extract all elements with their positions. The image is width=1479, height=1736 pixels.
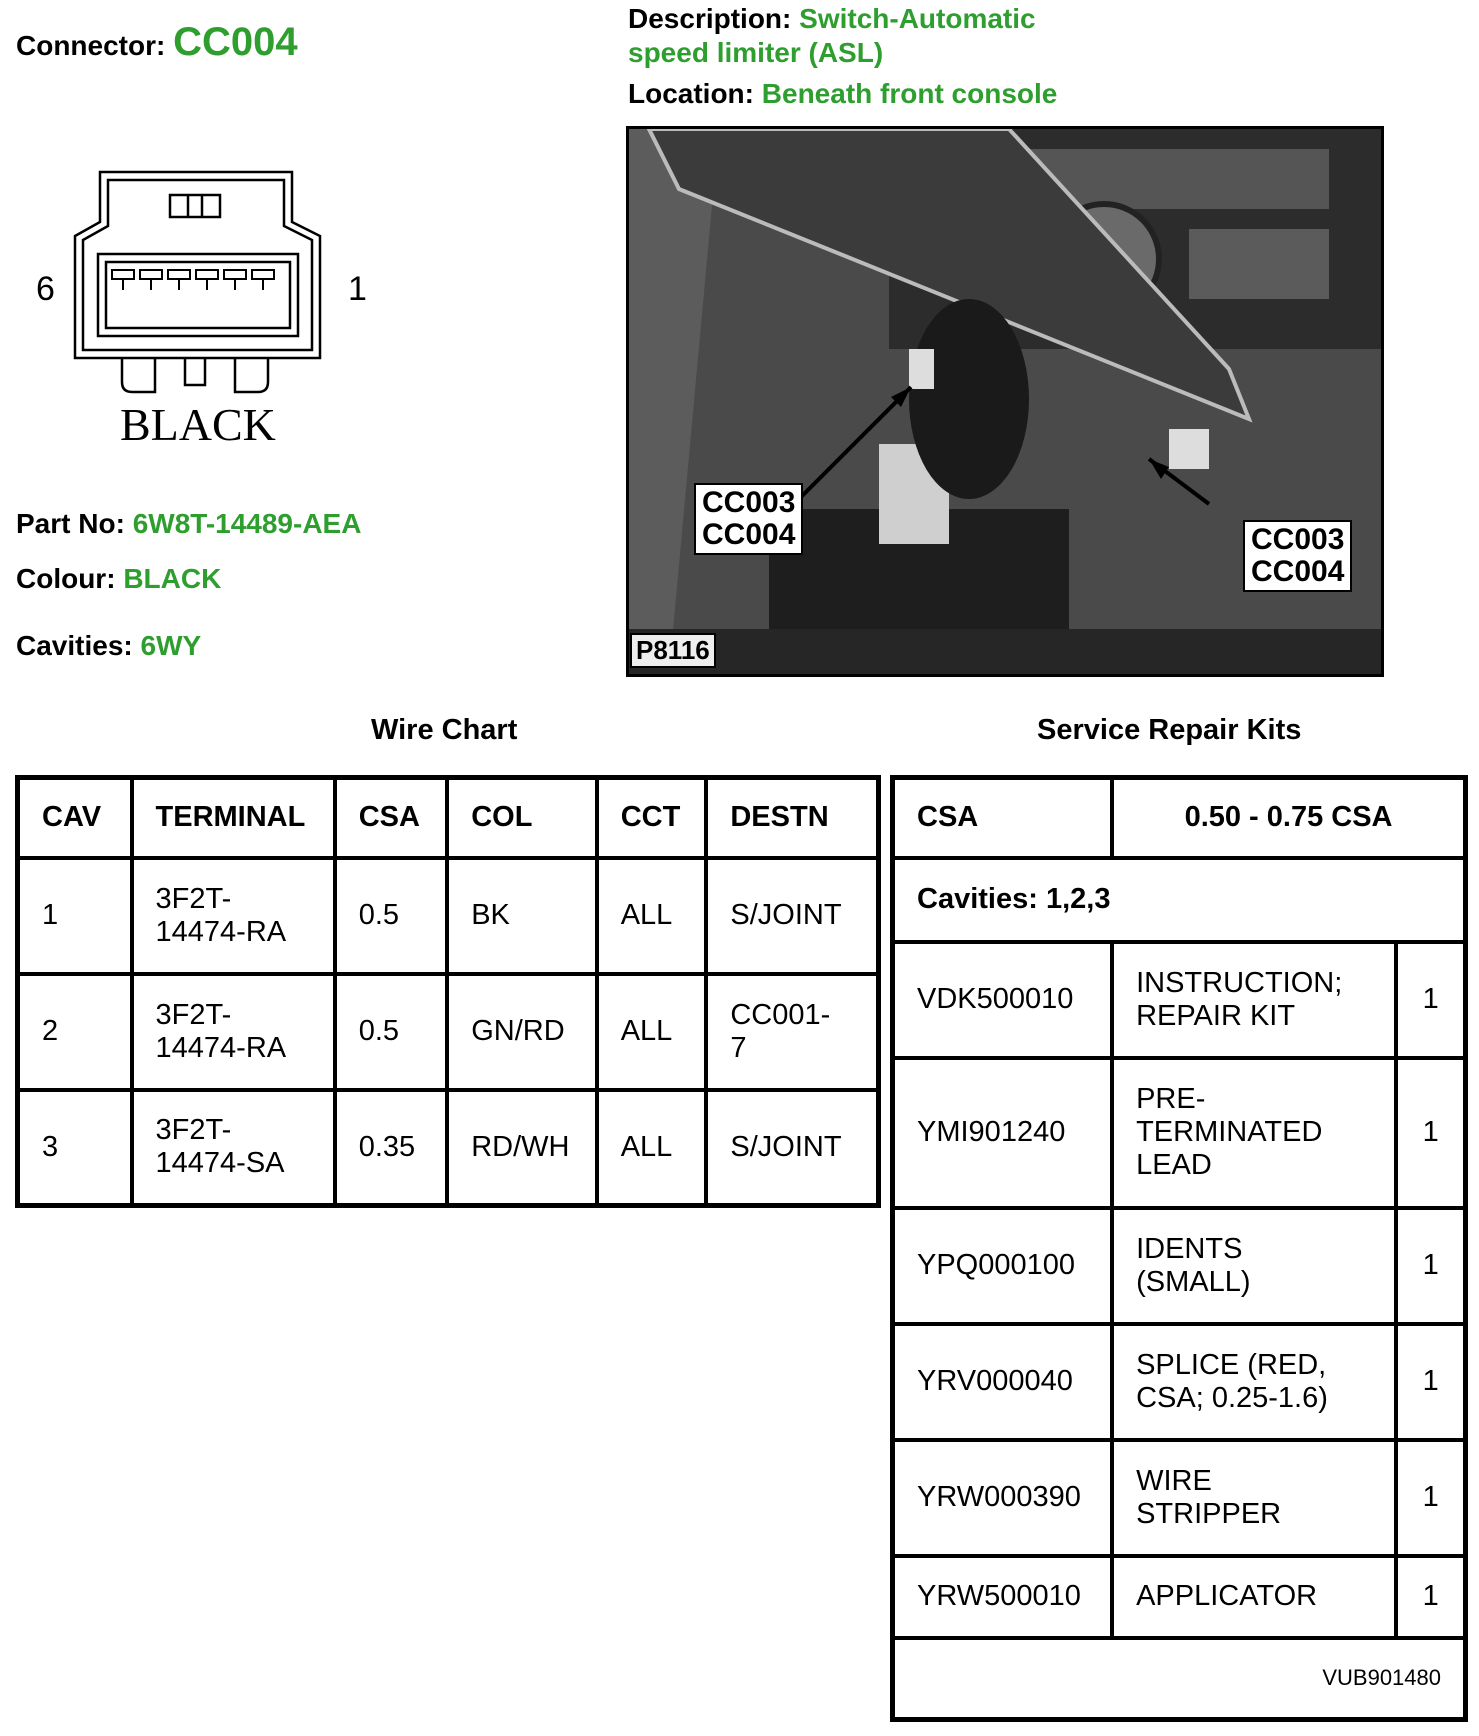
list-item: [893, 1324, 1466, 1440]
wire-chart-table: [15, 775, 881, 1208]
description-value-1: Switch-Automatic: [799, 3, 1036, 34]
kit-description: [1112, 1440, 1396, 1556]
cav-cell: 1: [18, 858, 132, 974]
cavities-label: Cavities:: [16, 630, 133, 661]
cct-cell: ALL: [597, 1090, 707, 1206]
header-csa: CSA: [335, 778, 448, 858]
connector-label: Connector:: [16, 30, 166, 61]
photo-callout-left: [694, 483, 803, 555]
colour-value: BLACK: [123, 563, 222, 594]
kit-desc-line-2: CSA; 0.25-1.6): [1136, 1381, 1328, 1414]
kit-qty: 1: [1396, 1058, 1465, 1208]
cct-cell: ALL: [597, 858, 707, 974]
col-cell: GN/RD: [447, 974, 597, 1090]
kit-desc-line-2: (SMALL): [1136, 1265, 1251, 1298]
kit-qty: 1: [1396, 1556, 1465, 1638]
terminal-cell: [132, 974, 335, 1090]
col-cell: RD/WH: [447, 1090, 597, 1206]
kit-code: YRW500010: [893, 1556, 1113, 1638]
callout-left-line-2: CC004: [702, 518, 796, 551]
terminal-line-2: 14474-RA: [155, 1031, 287, 1064]
wire-chart-header-row: [18, 778, 879, 858]
cav-cell: 3: [18, 1090, 132, 1206]
kit-footer-code: VUB901480: [893, 1638, 1466, 1720]
location-label: Location:: [628, 78, 754, 109]
destn-line-1: S/JOINT: [730, 899, 842, 931]
kit-description: [1112, 1208, 1396, 1324]
location-photo: [626, 126, 1384, 677]
kit-desc-line-1: PRE-: [1136, 1083, 1206, 1115]
terminal-line-2: 14474-SA: [155, 1147, 285, 1180]
kit-desc-line-2: STRIPPER: [1136, 1497, 1282, 1530]
callout-right-line-2: CC004: [1251, 555, 1345, 588]
table-row: [18, 974, 879, 1090]
header-terminal: TERMINAL: [132, 778, 335, 858]
kit-desc-line-1: INSTRUCTION;: [1136, 966, 1343, 999]
terminal-line-2: 14474-RA: [155, 915, 287, 948]
cavities-row: [16, 630, 201, 662]
repair-kits-table: [890, 775, 1468, 1722]
colour-label: Colour:: [16, 563, 116, 594]
kit-code: YRV000040: [893, 1324, 1113, 1440]
destn-line-1: S/JOINT: [730, 1130, 842, 1163]
kit-desc-line-2: TERMINATED: [1136, 1116, 1323, 1148]
table-row: [18, 858, 879, 974]
list-item: [893, 1556, 1466, 1638]
header-destn: DESTN: [706, 778, 878, 858]
photo-id-label: P8116: [630, 633, 716, 668]
kit-csa-header: CSA: [893, 778, 1113, 858]
list-item: [893, 1440, 1466, 1556]
csa-cell: 0.35: [335, 1090, 448, 1206]
description-label: Description:: [628, 3, 792, 34]
kit-code: YRW000390: [893, 1440, 1113, 1556]
terminal-line-1: 3F2T-: [155, 1114, 232, 1147]
terminal-cell: [132, 858, 335, 974]
table-row: [18, 1090, 879, 1206]
cct-cell: ALL: [597, 974, 707, 1090]
kit-code: VDK500010: [893, 942, 1113, 1058]
kit-description: [1112, 1058, 1396, 1208]
destn-line-2: 7: [730, 1031, 747, 1064]
part-label: Part No:: [16, 508, 125, 539]
photo-illustration: [629, 129, 1381, 674]
csa-cell: 0.5: [335, 858, 448, 974]
kit-footer-row: [893, 1638, 1466, 1720]
kit-code: YMI901240: [893, 1058, 1113, 1208]
kit-header-row: [893, 778, 1466, 858]
callout-right-line-1: CC003: [1251, 523, 1345, 556]
list-item: [893, 942, 1466, 1058]
terminal-line-1: 3F2T-: [155, 882, 232, 915]
kit-desc-line-1: WIRE: [1136, 1464, 1212, 1497]
part-number-row: [16, 508, 361, 540]
destn-cell: [706, 974, 878, 1090]
photo-callout-right: [1243, 520, 1352, 592]
destn-cell: [706, 858, 878, 974]
header-cav: CAV: [18, 778, 132, 858]
col-cell: BK: [447, 858, 597, 974]
terminal-cell: [132, 1090, 335, 1206]
kit-cavities-cell: Cavities: 1,2,3: [893, 858, 1466, 942]
kit-description: [1112, 1324, 1396, 1440]
kit-description: [1112, 1556, 1396, 1638]
kit-csa-range: 0.50 - 0.75 CSA: [1112, 778, 1465, 858]
pin-label-right: 1: [348, 270, 367, 308]
kit-desc-line-1: IDENTS: [1136, 1232, 1243, 1265]
description-value-2: speed limiter (ASL): [628, 37, 884, 68]
colour-row: [16, 563, 221, 595]
list-item: [893, 1058, 1466, 1208]
kit-desc-line-1: APPLICATOR: [1136, 1580, 1318, 1612]
wire-chart-title: Wire Chart: [371, 714, 518, 746]
csa-cell: 0.5: [335, 974, 448, 1090]
kit-code: YPQ000100: [893, 1208, 1113, 1324]
callout-left-line-1: CC003: [702, 486, 796, 519]
terminal-line-1: 3F2T-: [155, 998, 232, 1031]
repair-kits-title: Service Repair Kits: [1037, 714, 1302, 746]
part-value: 6W8T-14489-AEA: [132, 508, 362, 539]
kit-qty: 1: [1396, 1440, 1465, 1556]
location-value: Beneath front console: [761, 78, 1058, 109]
description-block: [628, 2, 1036, 70]
connector-heading: [16, 20, 298, 65]
kit-desc-line-1: SPLICE (RED,: [1136, 1348, 1327, 1381]
kit-desc-line-3: LEAD: [1136, 1149, 1212, 1181]
connector-value: CC004: [173, 20, 298, 64]
location-block: [628, 78, 1057, 110]
header-cct: CCT: [597, 778, 707, 858]
kit-qty: 1: [1396, 1324, 1465, 1440]
kit-qty: 1: [1396, 942, 1465, 1058]
destn-cell: [706, 1090, 878, 1206]
kit-qty: 1: [1396, 1208, 1465, 1324]
destn-line-1: CC001-: [730, 998, 831, 1031]
header-col: COL: [447, 778, 597, 858]
pin-label-left: 6: [36, 270, 55, 308]
kit-cavities-row: [893, 858, 1466, 942]
kit-description: [1112, 942, 1396, 1058]
cavities-value: 6WY: [140, 630, 202, 661]
cav-cell: 2: [18, 974, 132, 1090]
kit-desc-line-2: REPAIR KIT: [1136, 999, 1296, 1032]
connector-color-text: BLACK: [120, 399, 276, 450]
list-item: [893, 1208, 1466, 1324]
